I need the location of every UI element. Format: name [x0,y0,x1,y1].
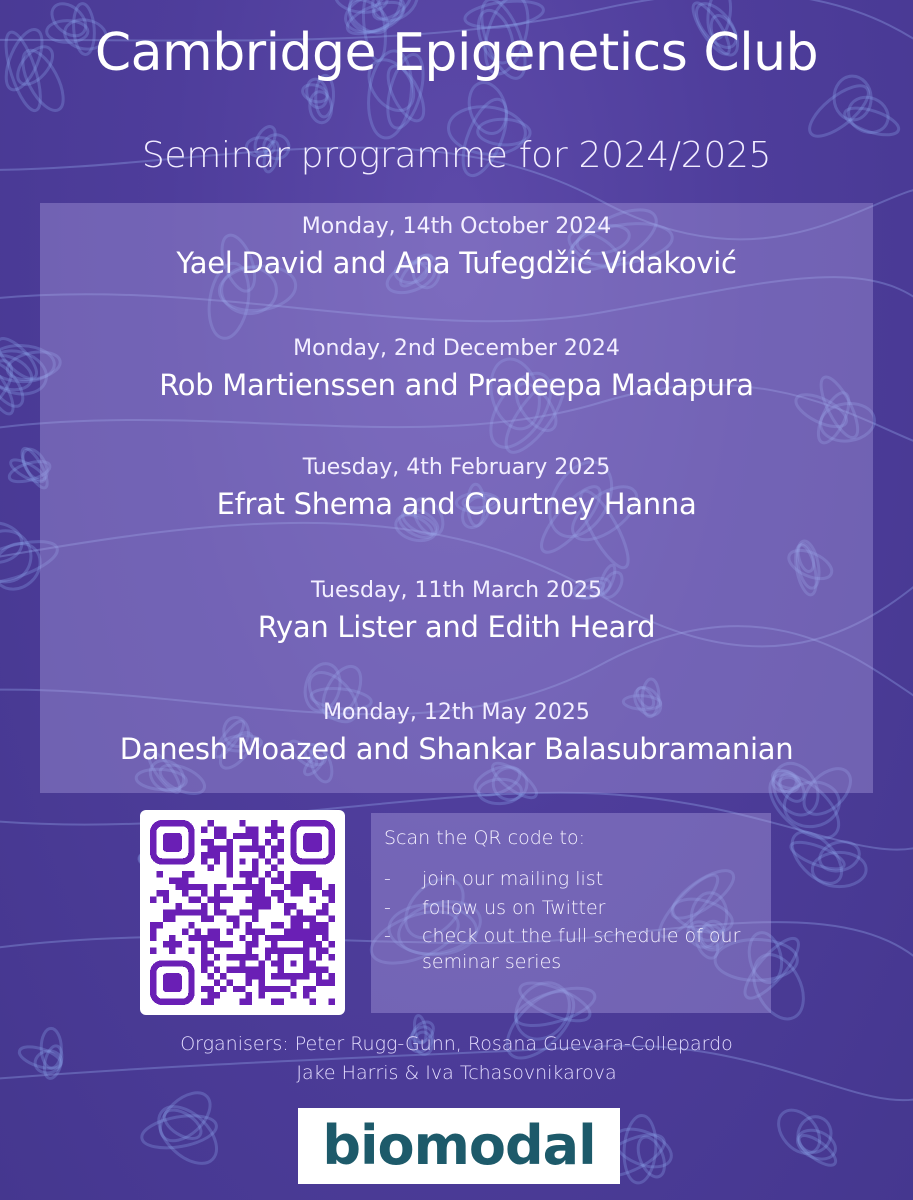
bullet-dash: - [384,925,391,948]
page-subtitle: Seminar programme for 2024/2025 [141,135,772,176]
organisers-line-2: Jake Harris & Iva Tchasovnikarova [296,1061,617,1084]
list-item [384,867,764,893]
qr-code[interactable] [140,810,345,1015]
qr-code-icon [150,820,335,1005]
event-speakers: Yael David and Ana Tufegdžić Vidaković [176,245,737,280]
list-item-text: follow us on Twitter [422,896,606,919]
qr-lead-text: Scan the QR code to: [384,827,585,849]
seminar-event [40,213,873,284]
organisers-line-1: Organisers: Peter Rugg-Gunn, Rosana Guevara-Collepardo [180,1033,733,1055]
seminar-event [40,335,873,406]
event-speakers: Danesh Moazed and Shankar Balasubramanian [119,731,794,766]
sponsor-logo [298,1108,620,1184]
event-speakers: Efrat Shema and Courtney Hanna [216,486,697,521]
event-speakers: Ryan Lister and Edith Heard [257,609,656,644]
event-speakers: Rob Martienssen and Pradeepa Madapura [159,367,754,402]
organisers-credit [0,1030,913,1087]
bullet-dash: - [384,896,391,919]
biomodal-logo: biomodal [322,1114,596,1177]
list-item-text: join our mailing list [422,868,604,890]
list-item-text: check out the full schedule of our seminar series [422,925,741,973]
bullet-dash: - [384,868,391,890]
seminar-event [40,454,873,525]
seminar-programme [40,203,873,793]
qr-action-list [384,867,764,979]
seminar-event [40,699,873,770]
event-date: Monday, 2nd December 2024 [293,336,620,361]
event-date: Monday, 14th October 2024 [301,214,612,239]
seminar-event [40,577,873,648]
page-title: Cambridge Epigenetics Club [94,23,819,83]
event-date: Tuesday, 11th March 2025 [310,578,603,603]
qr-instructions [371,813,771,1013]
event-date: Tuesday, 4th February 2025 [302,455,611,480]
list-item [384,924,764,975]
list-item [384,896,764,922]
event-date: Monday, 12th May 2025 [323,700,590,725]
